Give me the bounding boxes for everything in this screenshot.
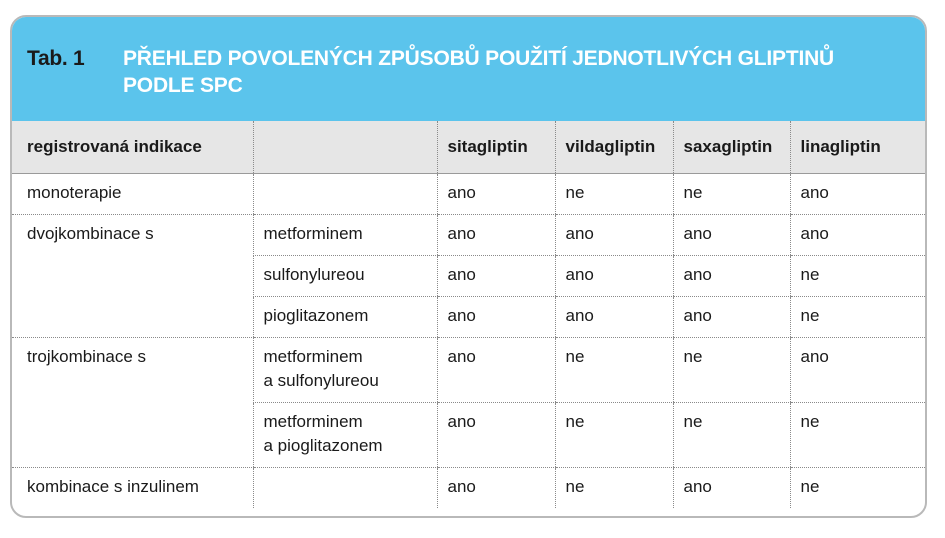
value-cell: ne	[790, 403, 925, 468]
value-cell: ne	[555, 468, 673, 509]
value-cell: ano	[790, 338, 925, 403]
column-header: saxagliptin	[673, 121, 790, 174]
column-header-row	[12, 121, 925, 174]
table-title	[123, 45, 903, 99]
combination-cell: metforminem a pioglitazonem	[253, 403, 437, 468]
indication-cell	[12, 403, 253, 468]
value-cell: ne	[555, 403, 673, 468]
value-cell: ano	[437, 338, 555, 403]
indication-cell	[12, 297, 253, 338]
column-header: sitagliptin	[437, 121, 555, 174]
table-frame	[10, 15, 927, 518]
indication-cell	[12, 256, 253, 297]
table-row	[12, 297, 925, 338]
value-cell: ano	[673, 297, 790, 338]
column-header: vildagliptin	[555, 121, 673, 174]
table-title-line-2: PODLE SPC	[123, 74, 243, 97]
value-cell: ne	[555, 174, 673, 215]
value-cell: ano	[555, 256, 673, 297]
indication-cell: dvojkombinace s	[27, 224, 154, 243]
value-cell: ano	[790, 215, 925, 256]
value-cell: ano	[555, 297, 673, 338]
value-cell: ne	[790, 297, 925, 338]
combination-cell	[253, 174, 437, 215]
value-cell: ano	[437, 297, 555, 338]
table-row	[12, 215, 925, 256]
combination-cell: pioglitazonem	[253, 297, 437, 338]
table-row	[12, 256, 925, 297]
column-header: registrovaná indikace	[12, 121, 253, 174]
column-header	[253, 121, 437, 174]
value-cell: ne	[555, 338, 673, 403]
combination-cell: metforminem a sulfonylureou	[253, 338, 437, 403]
value-cell: ne	[673, 338, 790, 403]
value-cell: ano	[673, 256, 790, 297]
gliptin-table	[12, 121, 925, 508]
value-cell: ne	[673, 403, 790, 468]
value-cell: ano	[555, 215, 673, 256]
value-cell: ano	[437, 468, 555, 509]
table-row	[12, 403, 925, 468]
value-cell: ano	[790, 174, 925, 215]
value-cell: ano	[673, 215, 790, 256]
value-cell: ano	[437, 174, 555, 215]
table-number: Tab. 1	[27, 47, 85, 70]
value-cell: ano	[437, 256, 555, 297]
value-cell: ne	[790, 256, 925, 297]
indication-cell: kombinace s inzulinem	[27, 477, 199, 496]
value-cell: ano	[437, 215, 555, 256]
value-cell: ano	[437, 403, 555, 468]
combination-cell: sulfonylureou	[253, 256, 437, 297]
value-cell: ne	[673, 174, 790, 215]
combination-cell	[253, 468, 437, 509]
table-row	[12, 468, 925, 509]
column-header: linagliptin	[790, 121, 925, 174]
indication-cell: monoterapie	[12, 174, 253, 215]
value-cell: ano	[673, 468, 790, 509]
value-cell: ne	[790, 468, 925, 509]
table-header-banner	[12, 17, 925, 121]
table-row	[12, 338, 925, 403]
table-title-line-1: PŘEHLED POVOLENÝCH ZPŮSOBŮ POUŽITÍ JEDNOTLIVÝCH GLIPTINŮ	[123, 47, 835, 70]
table-row	[12, 174, 925, 215]
indication-cell: trojkombinace s	[27, 347, 147, 366]
combination-cell: metforminem	[253, 215, 437, 256]
